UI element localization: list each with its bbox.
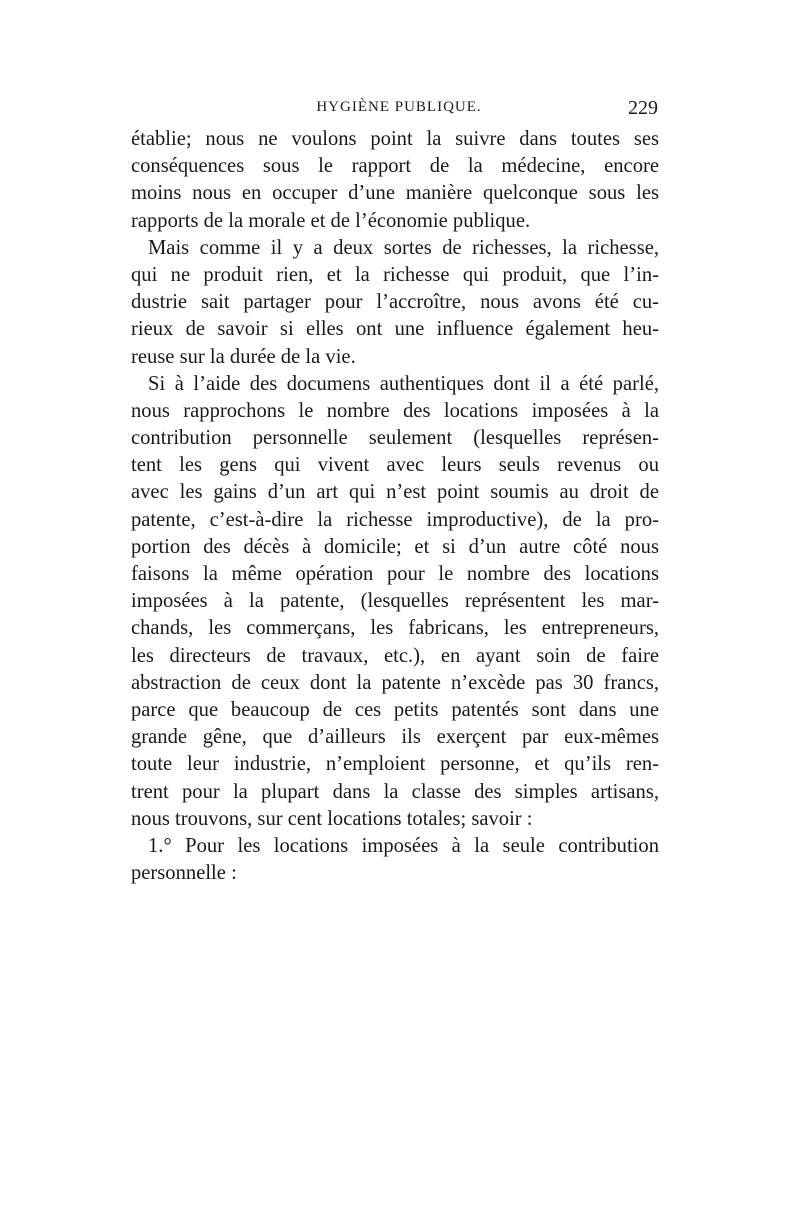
text-line: chands, les commerçans, les fabricans, les entrepreneurs, xyxy=(131,617,659,640)
text-line: rapports de la morale et de l’économie publique. xyxy=(131,209,531,232)
text-line: faisons la même opération pour le nombre des locations xyxy=(131,563,659,585)
text-line: reuse sur la durée de la vie. xyxy=(131,345,356,368)
text-line: portion des décès à domicile; et si d’un autre côté nous xyxy=(131,535,659,558)
text-line: grande gêne, que d’ailleurs ils exerçent par eux-mêmes xyxy=(131,726,659,749)
text-line: moins nous en occuper d’une manière quelconque sous les xyxy=(131,182,659,205)
text-line: tent les gens qui vivent avec leurs seuls revenus ou xyxy=(131,454,659,477)
running-head xyxy=(140,97,658,123)
text-line: Mais comme il y a deux sortes de richesses, la richesse, xyxy=(148,236,659,259)
page-number: 229 xyxy=(628,97,658,119)
text-line: nous rapprochons le nombre des locations imposées à la xyxy=(131,399,659,422)
text-line: nous trouvons, sur cent locations totales; savoir : xyxy=(131,807,533,830)
text-line: 1.° Pour les locations imposées à la seule contribution xyxy=(148,834,659,857)
text-line: patente, c’est-à-dire la richesse improductive), de la pro- xyxy=(131,508,659,531)
text-line: contribution personnelle seulement (lesquelles représen- xyxy=(131,427,659,450)
text-line: dustrie sait partager pour l’accroître, nous avons été cu- xyxy=(131,291,659,314)
text-line: parce que beaucoup de ces petits patentés sont dans une xyxy=(131,698,659,721)
text-line: toute leur industrie, n’emploient personne, et qu’ils ren- xyxy=(131,753,659,776)
text-line: rieux de savoir si elles ont une influence également heu- xyxy=(131,318,659,341)
text-line: imposées à la patente, (lesquelles représentent les mar- xyxy=(131,590,659,613)
text-line: conséquences sous le rapport de la médecine, encore xyxy=(131,155,659,178)
text-line: trent pour la plupart dans la classe des simples artisans, xyxy=(131,780,659,803)
text-line: avec les gains d’un art qui n’est point soumis au droit de xyxy=(131,481,659,504)
text-line: personnelle : xyxy=(131,862,237,885)
text-line: Si à l’aide des documens authentiques dont il a été parlé, xyxy=(148,372,659,395)
text-line: abstraction de ceux dont la patente n’excède pas 30 francs, xyxy=(131,671,659,694)
text-line: qui ne produit rien, et la richesse qui produit, que l’in- xyxy=(131,263,659,286)
body-text xyxy=(131,126,659,887)
running-title: HYGIÈNE PUBLIQUE. xyxy=(316,99,482,115)
text-line: établie; nous ne voulons point la suivre dans toutes ses xyxy=(131,128,659,150)
text-line: les directeurs de travaux, etc.), en ayant soin de faire xyxy=(131,644,659,667)
